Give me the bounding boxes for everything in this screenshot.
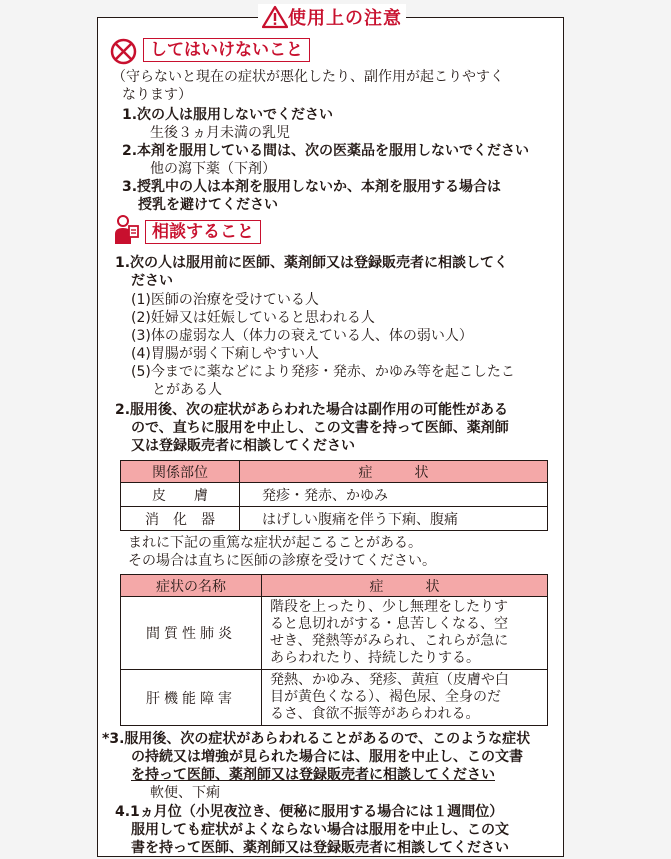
table-cell-line: るさ、食欲不振等があらわれる。: [270, 706, 480, 722]
consult-sub-5: (5)今までに薬などにより発疹・発赤、かゆみ等を起こしたこ: [131, 364, 515, 380]
warning-icon: [262, 5, 288, 29]
prohibited-icon: [110, 38, 137, 65]
doctor-icon: [112, 214, 140, 246]
dont-item3-line2: 授乳を避けてください: [138, 197, 278, 213]
dont-item1-title: 1.次の人は服用しないでください: [122, 107, 334, 123]
title-block: [258, 4, 406, 30]
table-row: [121, 670, 548, 726]
rare-note-1: まれに下記の重篤な症状が起こることがある。: [128, 535, 422, 551]
table-header-row: [121, 461, 548, 483]
dont-item3-line1: 3.授乳中の人は本剤を服用しないか、本剤を服用する場合は: [122, 179, 502, 195]
table-row: [121, 507, 548, 531]
table-header-row: [121, 575, 548, 597]
consult-sub-1: (1)医師の治療を受けている人: [131, 292, 319, 308]
consult-item4-line2: 服用しても症状がよくならない場合は服用を中止し、この文: [131, 822, 509, 838]
dont-item2-title: 2.本剤を服用している間は、次の医薬品を服用しないでください: [122, 143, 530, 159]
table-cell: 間質性肺炎: [121, 597, 262, 670]
consult-item2-line1: 2.服用後、次の症状があらわれた場合は副作用の可能性がある: [115, 402, 509, 418]
dont-heading: してはいけないこと: [143, 38, 310, 62]
table-header-cell: 症 状: [262, 575, 548, 597]
consult-item3-line1: *3.服用後、次の症状があらわれることがあるので、このような症状: [102, 731, 531, 747]
table-row: [121, 483, 548, 507]
table-cell-line: ると息切れがする・息苦しくなる、空: [270, 616, 508, 632]
consult-sub-4: (4)胃腸が弱く下痢しやすい人: [131, 346, 319, 362]
consult-item1-line1: 1.次の人は服用前に医師、薬剤師又は登録販売者に相談してく: [115, 255, 509, 271]
side-effect-table: [120, 460, 548, 531]
consult-sub-3: (3)体の虚弱な人（体力の衰えている人、体の弱い人）: [131, 328, 473, 344]
dont-item2-body: 他の瀉下薬（下剤）: [150, 161, 276, 177]
consult-item2-line2: ので、直ちに服用を中止し、この文書を持って医師、薬剤師: [131, 420, 509, 436]
serious-symptom-table: [120, 574, 548, 726]
consult-item4-line1: 4.1ヵ月位（小児夜泣き、便秘に服用する場合には１週間位）: [115, 804, 504, 820]
table-header-cell: 症状の名称: [121, 575, 262, 597]
dont-intro-1: （守らないと現在の症状が悪化したり、副作用が起こりやすく: [112, 69, 504, 85]
table-cell-line: 目が黄色くなる）、褐色尿、全身のだ: [270, 689, 501, 705]
consult-sub-5-line2: とがある人: [152, 382, 222, 398]
consult-heading: 相談すること: [145, 220, 261, 244]
dont-intro-2: なります）: [122, 87, 192, 103]
consult-item3-body: 軟便、下痢: [150, 785, 220, 801]
rare-note-2: その場合は直ちに医師の診療を受けてください。: [128, 553, 436, 569]
table-cell: 皮 膚: [121, 483, 240, 507]
table-cell: 肝機能障害: [121, 670, 262, 726]
consult-item1-line2: ださい: [131, 273, 173, 289]
table-cell-line: あらわれたり、持続したりする。: [270, 650, 480, 666]
table-cell: [262, 670, 548, 726]
table-cell-line: せき、発熱等がみられ、これらが急に: [270, 633, 509, 649]
table-cell: [262, 597, 548, 670]
table-cell-line: 階段を上ったり、少し無理をしたりす: [270, 599, 508, 615]
consult-item3-line2: の持続又は増強が見られた場合には、服用を中止し、この文書: [131, 749, 523, 765]
dont-item1-body: 生後３ヵ月未満の乳児: [150, 125, 290, 141]
consult-item4-line3: 書を持って医師、薬剤師又は登録販売者に相談してください: [131, 840, 509, 856]
table-cell: はげしい腹痛を伴う下痢、腹痛: [240, 507, 548, 531]
page-title: 使用上の注意: [288, 8, 402, 29]
table-cell-line: 発熱、かゆみ、発疹、黄疸（皮膚や白: [270, 672, 509, 688]
consult-item3-line3: を持って医師、薬剤師又は登録販売者に相談してください: [131, 767, 495, 783]
table-cell: 消 化 器: [121, 507, 240, 531]
table-row: [121, 597, 548, 670]
table-header-cell: 症 状: [240, 461, 548, 483]
table-cell: 発疹・発赤、かゆみ: [240, 483, 548, 507]
consult-sub-2: (2)妊婦又は妊娠していると思われる人: [131, 310, 375, 326]
consult-item2-line3: 又は登録販売者に相談してください: [131, 438, 355, 454]
table-header-cell: 関係部位: [121, 461, 240, 483]
